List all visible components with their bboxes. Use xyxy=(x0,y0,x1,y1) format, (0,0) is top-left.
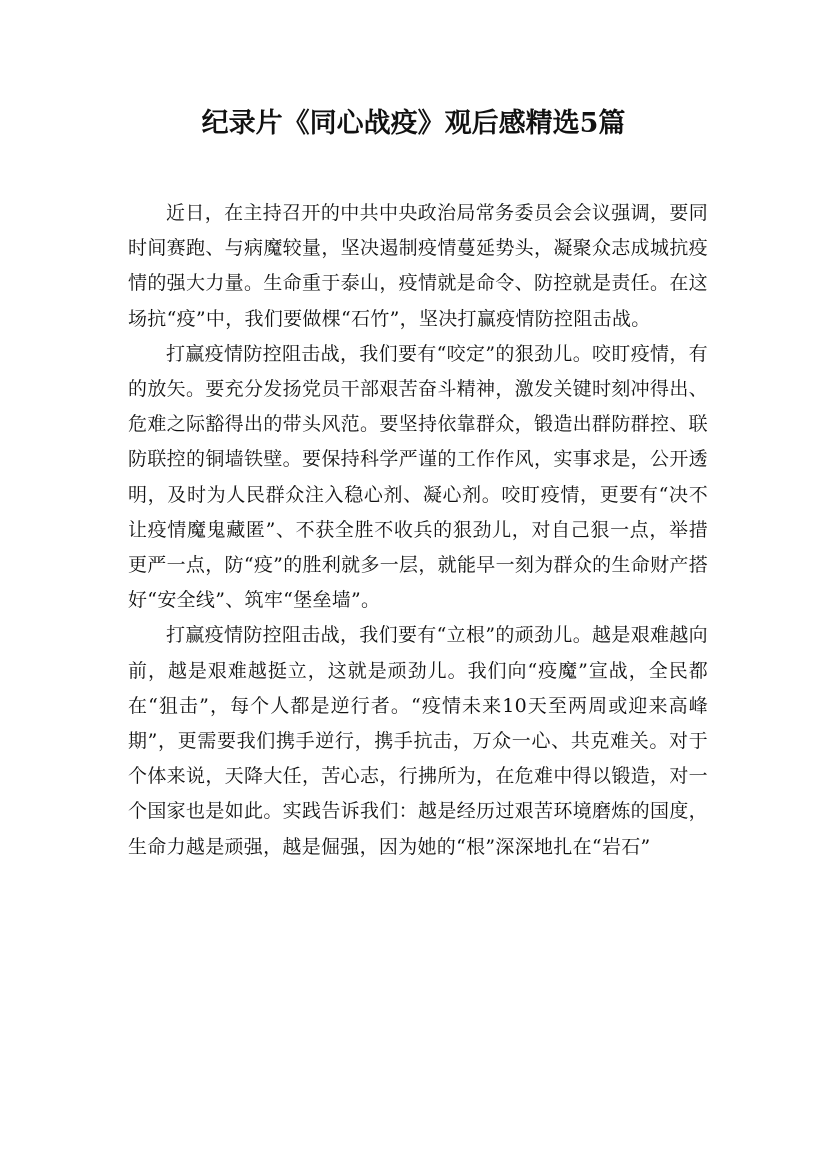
document-body xyxy=(128,196,708,865)
paragraph-1: 近日，在主持召开的中共中央政治局常务委员会会议强调，要同时间赛跑、与病魔较量，坚决遏制疫情蔓延势头，凝聚众志成城抗疫情的强大力量。生命重于泰山，疫情就是命令、防控就是责任。在这场抗“疫”中，我们要做棵“石竹”，坚决打赢疫情防控阻击战。 xyxy=(128,202,708,330)
paragraph-3: 打赢疫情防控阻击战，我们要有“立根”的顽劲儿。越是艰难越向前，越是艰难越挺立，这就是顽劲儿。我们向“疫魔”宣战，全民都在“狙击”，每个人都是逆行者。“疫情未来10天至两周或迎来高峰期”，更需要我们携手逆行，携手抗击，万众一心、共克难关。对于个体来说，天降大任，苦心志，行拂所为，在危难中得以锻造，对一个国家也是如此。实践告诉我们：越是经历过艰苦环境磨炼的国度，生命力越是顽强，越是倔强，因为她的“根”深深地扎在“岩石” xyxy=(128,624,708,858)
paragraph-2: 打赢疫情防控阻击战，我们要有“咬定”的狠劲儿。咬盯疫情，有的放矢。要充分发扬党员干部艰苦奋斗精神，激发关键时刻冲得出、危难之际豁得出的带头风范。要坚持依靠群众，锻造出群防群控、联防联控的铜墙铁壁。要保持科学严谨的工作作风，实事求是，公开透明，及时为人民群众注入稳心剂、凝心剂。咬盯疫情，更要有“决不让疫情魔鬼藏匿”、不获全胜不收兵的狠劲儿，对自己狠一点，举措更严一点，防“疫”的胜利就多一层，就能早一刻为群众的生命财产搭好“安全线”、筑牢“堡垒墙”。 xyxy=(128,342,708,612)
document-title: 纪录片《同心战疫》观后感精选5篇 xyxy=(201,108,626,139)
